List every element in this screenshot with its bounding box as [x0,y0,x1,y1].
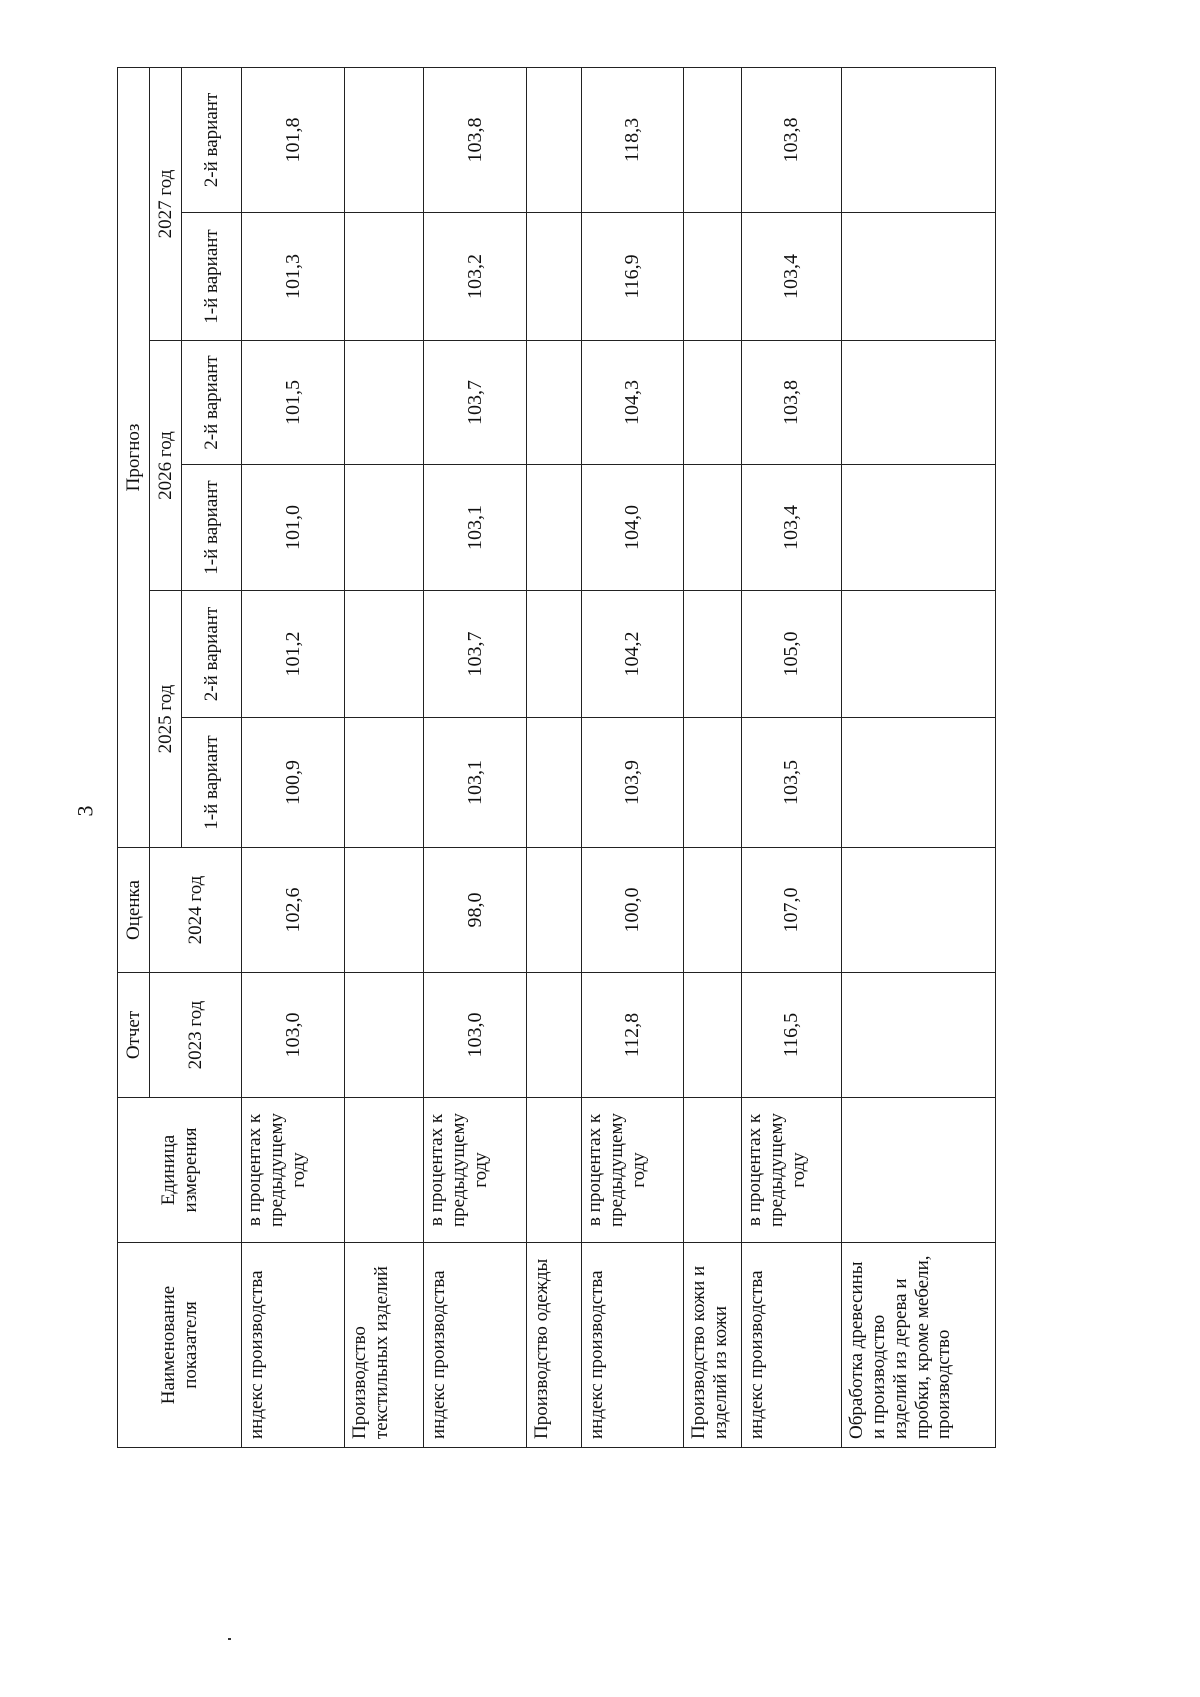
value-2027-v2: 118,3 [582,67,684,212]
value-2023 [842,973,996,1098]
value-2027-v1 [684,213,742,341]
forecast-table [117,67,996,1448]
header-name: Наименование показателя [118,1243,242,1448]
value-2026-v2 [527,341,582,465]
value-2027-v2: 103,8 [424,67,527,212]
value-2023: 112,8 [582,973,684,1098]
value-2025-v2: 103,7 [424,591,527,718]
value-2025-v1 [527,718,582,848]
row-unit: в процентах к предыдущему году [242,1098,345,1243]
value-2025-v1: 103,9 [582,718,684,848]
forecast-table-rotated [117,68,995,1448]
value-2027-v2 [345,67,424,212]
header-row-1 [118,67,150,1447]
value-2026-v2 [345,341,424,465]
value-2027-v2 [527,67,582,212]
header-forecast: Прогноз [118,67,150,847]
row-unit [842,1098,996,1243]
value-2025-v1 [345,718,424,848]
value-2026-v1 [684,465,742,591]
header-year-2026: 2026 год [150,341,182,591]
row-unit [345,1098,424,1243]
value-2023 [527,973,582,1098]
value-2023 [345,973,424,1098]
value-2027-v1: 103,2 [424,213,527,341]
value-2025-v1 [684,718,742,848]
row-unit [684,1098,742,1243]
value-2024: 98,0 [424,848,527,973]
value-2026-v2 [842,341,996,465]
value-2027-v2: 101,8 [242,67,345,212]
header-year-2025: 2025 год [150,591,182,848]
value-2024 [345,848,424,973]
table-row [684,67,742,1447]
value-2027-v1: 103,4 [742,213,842,341]
value-2027-v2 [842,67,996,212]
header-report: Отчет [118,973,150,1098]
value-2027-v2 [684,67,742,212]
value-2025-v1: 103,5 [742,718,842,848]
value-2026-v1 [842,465,996,591]
value-2027-v1: 101,3 [242,213,345,341]
value-2025-v2: 104,2 [582,591,684,718]
value-2027-v1 [527,213,582,341]
value-2026-v2: 104,3 [582,341,684,465]
header-estimate: Оценка [118,848,150,973]
row-name: индекс производства [242,1243,345,1448]
value-2024: 102,6 [242,848,345,973]
value-2025-v2: 101,2 [242,591,345,718]
value-2025-v1 [842,718,996,848]
header-year-2027: 2027 год [150,67,182,340]
row-unit [527,1098,582,1243]
row-unit: в процентах к предыдущему году [582,1098,684,1243]
value-2025-v2 [527,591,582,718]
value-2027-v1 [345,213,424,341]
row-name: индекс производства [742,1243,842,1448]
value-2024 [842,848,996,973]
value-2024 [527,848,582,973]
header-unit: Единица измерения [118,1098,242,1243]
stray-mark [228,1638,231,1640]
value-2024 [684,848,742,973]
row-name: индекс производства [424,1243,527,1448]
value-2025-v1: 103,1 [424,718,527,848]
row-name: Обработка древесины и производство изделий из дерева и пробки, кроме мебели, производство [842,1243,996,1448]
value-2026-v1: 104,0 [582,465,684,591]
value-2023 [684,973,742,1098]
value-2026-v1: 103,4 [742,465,842,591]
value-2026-v1 [345,465,424,591]
value-2026-v1: 103,1 [424,465,527,591]
table-row [582,67,684,1447]
value-2025-v2: 105,0 [742,591,842,718]
value-2024: 107,0 [742,848,842,973]
value-2026-v1: 101,0 [242,465,345,591]
value-2027-v2: 103,8 [742,67,842,212]
row-unit: в процентах к предыдущему году [424,1098,527,1243]
value-2026-v2: 101,5 [242,341,345,465]
row-name: индекс производства [582,1243,684,1448]
table-row [424,67,527,1447]
table-row [742,67,842,1447]
value-2026-v2 [684,341,742,465]
header-2027-v2: 2-й вариант [182,67,242,212]
header-2025-v1: 1-й вариант [182,718,242,848]
value-2023: 116,5 [742,973,842,1098]
header-year-2023: 2023 год [150,973,242,1098]
value-2026-v2: 103,7 [424,341,527,465]
page-number: 3 [72,805,98,817]
row-name: Производство кожи и изделий из кожи [684,1243,742,1448]
row-name: Производство текстильных изделий [345,1243,424,1448]
table-row [527,67,582,1447]
table-row [242,67,345,1447]
header-2025-v2: 2-й вариант [182,591,242,718]
row-name: Производство одежды [527,1243,582,1448]
value-2027-v1: 116,9 [582,213,684,341]
row-unit: в процентах к предыдущему году [742,1098,842,1243]
header-year-2024: 2024 год [150,848,242,973]
header-2026-v1: 1-й вариант [182,465,242,591]
value-2023: 103,0 [242,973,345,1098]
header-2027-v1: 1-й вариант [182,213,242,341]
header-2026-v2: 2-й вариант [182,341,242,465]
value-2026-v1 [527,465,582,591]
value-2023: 103,0 [424,973,527,1098]
value-2027-v1 [842,213,996,341]
value-2025-v2 [684,591,742,718]
value-2025-v2 [842,591,996,718]
value-2026-v2: 103,8 [742,341,842,465]
table-row [345,67,424,1447]
value-2025-v1: 100,9 [242,718,345,848]
value-2025-v2 [345,591,424,718]
table-row [842,67,996,1447]
value-2024: 100,0 [582,848,684,973]
